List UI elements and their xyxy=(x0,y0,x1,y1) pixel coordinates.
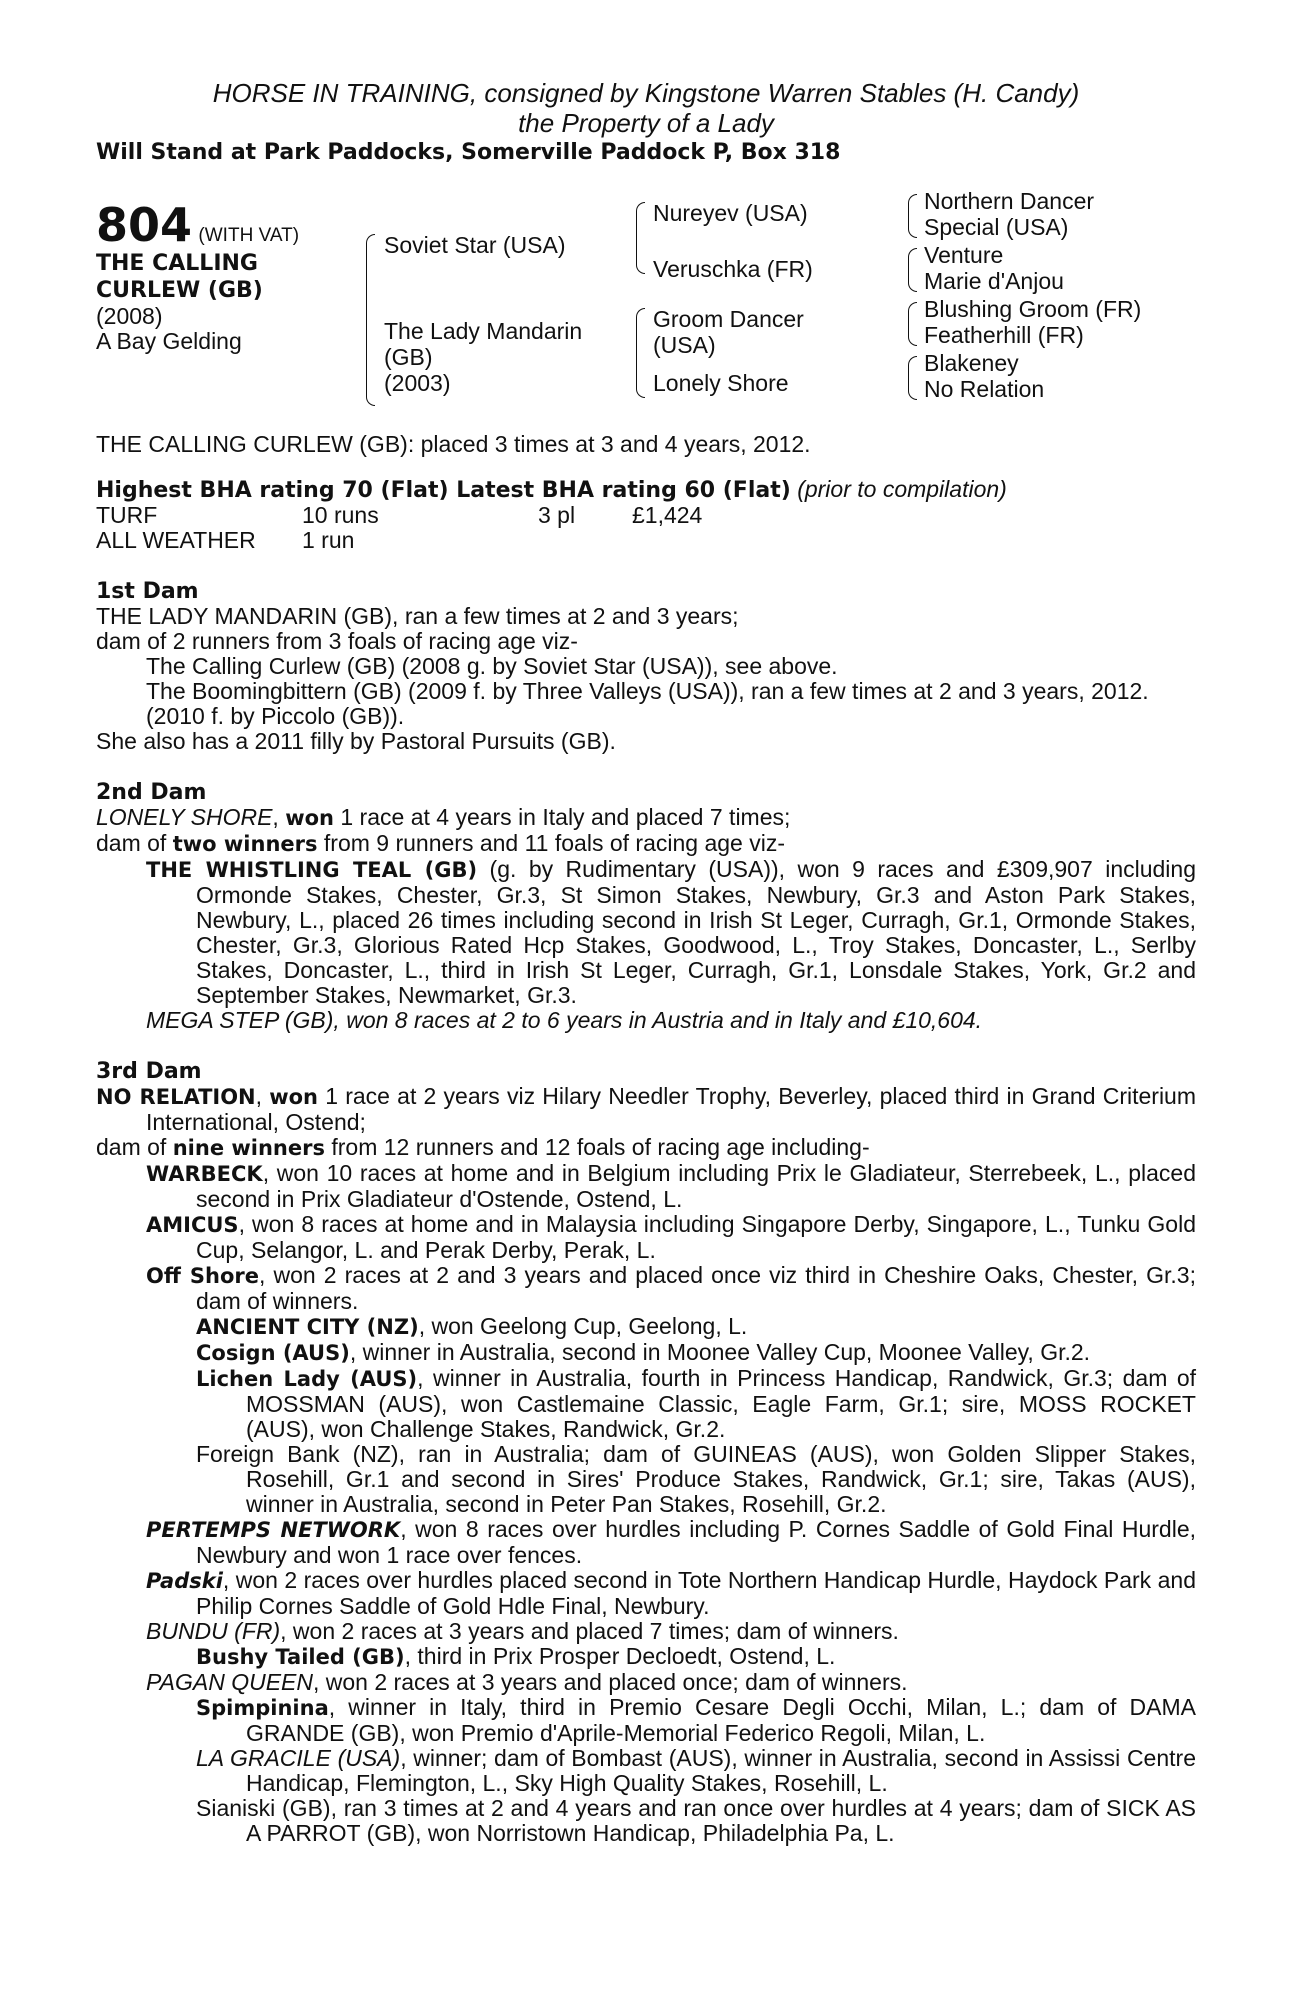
second-dam-line xyxy=(96,805,1196,831)
first-dam-produce: The Calling Curlew (GB) (2008 g. by Soviet Star (USA)), see above. xyxy=(146,653,838,679)
ratings-note: (prior to compilation) xyxy=(797,476,1007,502)
second-dam-section xyxy=(96,780,1196,1033)
pedigree-dam-dam: Lonely Shore xyxy=(653,370,789,396)
produce-entry xyxy=(96,1568,1196,1619)
produce-entry xyxy=(96,1263,1196,1314)
pedigree-dam-year: (2003) xyxy=(384,370,451,396)
pedigree-brace xyxy=(366,234,375,406)
first-dam-section xyxy=(96,579,1196,754)
horse-record: , won 10 races at home and in Belgium including Prix le Gladiateur, Sterrebeek, L., placed second in Prix Gladiateur d'Ostende, Ostend, L. xyxy=(196,1160,1196,1212)
foaling-year: (2008) xyxy=(96,303,163,329)
produce-entry xyxy=(96,1644,1196,1670)
text: from 9 runners and 11 foals of racing age viz- xyxy=(317,830,785,856)
produce-entry xyxy=(96,1366,1196,1442)
horse-name: PERTEMPS NETWORK xyxy=(146,1518,401,1542)
won-word: won xyxy=(285,806,334,830)
horse-record: , won 2 races at 3 years and placed 7 times; dam of winners. xyxy=(280,1618,899,1644)
ratings-block xyxy=(96,477,1196,553)
horse-record: , won Geelong Cup, Geelong, L. xyxy=(418,1313,748,1339)
pedigree-dam-sire xyxy=(653,306,804,358)
first-dam-produce: (2010 f. by Piccolo (GB)). xyxy=(146,703,405,729)
pedigree-brace xyxy=(636,308,645,398)
pedigree-dss: Blushing Groom (FR) xyxy=(924,296,1142,322)
horse-record: , winner in Italy, third in Premio Cesare Degli Occhi, Milan, L.; dam of DAMA GRANDE (GB), won Premio d'Aprile-Memorial Federico Regoli, Milan, L. xyxy=(246,1694,1196,1746)
horse-record: , winner; dam of Bombast (AUS), winner in Australia, second in Assissi Centre Handicap, Flemington, L., Sky High Quality Stakes, Rosehill, L. xyxy=(246,1745,1196,1796)
produce-entry: Foreign Bank (NZ), ran in Australia; dam of GUINEAS (AUS), won Golden Slipper Stakes, Rosehill, Gr.1 and second in Sires' Produce Stakes, Randwick, Gr.1; sire, Takas (AUS), winner in Australia, second in Peter Pan Stakes, Rosehill, Gr.2. xyxy=(196,1441,1196,1517)
turf-placed: 3 pl xyxy=(538,502,576,528)
consignor-line: HORSE IN TRAINING, consigned by Kingstone Warren Stables (H. Candy) xyxy=(212,78,1080,108)
horse-record: , winner in Australia, fourth in Princess Handicap, Randwick, Gr.3; dam of MOSSMAN (AUS), won Castlemaine Classic, Eagle Farm, Gr.1; sire, MOSS ROCKET (AUS), won Challenge Stakes, Randwick, Gr.2. xyxy=(246,1365,1196,1442)
pedigree-brace xyxy=(908,248,917,292)
property-line: the Property of a Lady xyxy=(518,108,774,138)
horse-name: Padski xyxy=(146,1569,223,1593)
horse-record: , won 8 races over hurdles including P. Cornes Saddle of Gold Final Hurdle, Newbury and won 1 race over fences. xyxy=(196,1516,1197,1568)
won-word: won xyxy=(269,1085,319,1109)
third-dam-text: 1 race at 2 years viz Hilary Needler Trophy, Beverley, placed third in Grand Criterium International, Ostend; xyxy=(146,1083,1196,1135)
horse-name: Cosign (AUS) xyxy=(196,1341,350,1365)
turf-label: TURF xyxy=(96,502,158,528)
text: dam of xyxy=(96,1134,173,1160)
pedigree-dam-country: (GB) xyxy=(384,344,433,370)
horse-name: Lichen Lady (AUS) xyxy=(196,1367,418,1391)
pedigree-sdd: Marie d'Anjou xyxy=(924,268,1064,294)
race-summary: THE CALLING CURLEW (GB): placed 3 times at 3 and 4 years, 2012. xyxy=(96,431,811,457)
turf-runs: 10 runs xyxy=(302,502,379,528)
second-dam-line xyxy=(96,831,1196,857)
pedigree-brace xyxy=(636,202,645,274)
lot-number: 804 xyxy=(96,198,193,252)
pedigree-dam-sire-name: Groom Dancer xyxy=(653,306,804,332)
horse-name: Off Shore xyxy=(146,1264,259,1288)
horse-name: LA GRACILE (USA) xyxy=(196,1745,401,1771)
produce-entry xyxy=(96,1746,1196,1796)
pedigree-block xyxy=(96,190,1196,422)
pedigree-sire-sire: Nureyev (USA) xyxy=(653,200,808,226)
bha-ratings: Highest BHA rating 70 (Flat) Latest BHA rating 60 (Flat) xyxy=(96,478,791,503)
third-dam-section xyxy=(96,1059,1196,1846)
produce-entry: Sianiski (GB), ran 3 times at 2 and 4 years and ran once over hurdles at 4 years; dam of SICK AS A PARROT (GB), won Norristown Handicap, Philadelphia Pa, L. xyxy=(196,1795,1196,1846)
turf-record xyxy=(96,503,1196,528)
winners-count: two winners xyxy=(172,832,318,856)
pedigree-sss: Northern Dancer xyxy=(924,188,1095,214)
produce-entry xyxy=(96,1314,1196,1340)
text: dam of xyxy=(96,830,173,856)
third-dam-name: NO RELATION xyxy=(96,1085,256,1109)
horse-record: , won 2 races over hurdles placed second in Tote Northern Handicap Hurdle, Haydock Park and Philip Cornes Saddle of Gold Hdle Final, Newbury. xyxy=(196,1567,1196,1619)
catalogue-page xyxy=(96,78,1196,1846)
horse-name: BUNDU (FR) xyxy=(146,1618,281,1644)
pedigree-dam-sire-country: (USA) xyxy=(653,332,716,358)
produce-entry: MEGA STEP (GB), won 8 races at 2 to 6 years in Austria and in Italy and £10,604. xyxy=(146,1007,983,1033)
third-dam-heading: 3rd Dam xyxy=(96,1059,202,1084)
second-dam-name: LONELY SHORE xyxy=(96,804,273,830)
horse-description: A Bay Gelding xyxy=(96,328,242,354)
sep: , xyxy=(255,1083,270,1109)
second-dam-heading: 2nd Dam xyxy=(96,780,207,805)
produce-entry xyxy=(96,1670,1196,1695)
aw-label: ALL WEATHER xyxy=(96,527,256,553)
first-dam-line: dam of 2 runners from 3 foals of racing age viz- xyxy=(96,628,578,654)
pedigree-brace xyxy=(908,356,917,400)
first-dam-line: THE LADY MANDARIN (GB), ran a few times at 2 and 3 years; xyxy=(96,603,739,629)
horse-record: , won 8 races at home and in Malaysia including Singapore Derby, Singapore, L., Tunku Gold Cup, Selangor, L. and Perak Derby, Perak, L. xyxy=(196,1211,1196,1263)
aw-runs: 1 run xyxy=(302,527,355,553)
horse-name: Bushy Tailed (GB) xyxy=(196,1645,405,1669)
horse-name-line1: THE CALLING xyxy=(96,251,258,276)
second-dam-text: 1 race at 4 years in Italy and placed 7 times; xyxy=(333,804,791,830)
winners-count: nine winners xyxy=(172,1136,325,1160)
produce-entry xyxy=(96,1212,1196,1263)
horse-name-line2: CURLEW (GB) xyxy=(96,278,263,303)
produce-entry xyxy=(96,1161,1196,1212)
first-dam-produce: The Boomingbittern (GB) (2009 f. by Three Valleys (USA)), ran a few times at 2 and 3 years, 2012. xyxy=(146,678,1149,704)
horse-record: , won 2 races at 3 years and placed once; dam of winners. xyxy=(313,1669,908,1695)
horse-name: THE WHISTLING TEAL (GB) xyxy=(146,858,478,882)
ratings-line xyxy=(96,477,1196,503)
pedigree-dam xyxy=(384,318,582,396)
turf-prize: £1,424 xyxy=(632,502,703,528)
horse-record: , third in Prix Prosper Decloedt, Ostend, L. xyxy=(404,1643,836,1669)
produce-entry xyxy=(96,857,1196,1008)
horse-name: ANCIENT CITY (NZ) xyxy=(196,1315,419,1339)
pedigree-dds: Blakeney xyxy=(924,350,1019,376)
third-dam-line xyxy=(96,1084,1196,1135)
pedigree-ddd: No Relation xyxy=(924,376,1045,402)
pedigree-dam-name: The Lady Mandarin xyxy=(384,318,583,344)
text: from 12 runners and 12 foals of racing age including- xyxy=(324,1134,870,1160)
horse-record: (g. by Rudimentary (USA)), won 9 races and £309,907 including Ormonde Stakes, Chester, Gr.3, St Simon Stakes, Newbury, Gr.3 and Aston Park Stakes, Newbury, L., placed 26 times including second in Irish St Leger, Curragh, Gr.1, Ormonde Stakes, Chester, Gr.3, Glorious Rated Hcp Stakes, Goodwood, L., Troy Stakes, Doncaster, L., Serlby Stakes, Doncaster, L., third in Irish St Leger, Curragh, Gr.1, Lonsdale Stakes, York, Gr.2 and September Stakes, Newmarket, Gr.3. xyxy=(196,856,1196,1008)
third-dam-line xyxy=(96,1135,1196,1161)
first-dam-heading: 1st Dam xyxy=(96,579,199,604)
stand-location: Will Stand at Park Paddocks, Somerville Paddock P, Box 318 xyxy=(96,140,841,165)
first-dam-line: She also has a 2011 filly by Pastoral Pursuits (GB). xyxy=(96,728,616,754)
produce-entry xyxy=(96,1340,1196,1366)
aw-record xyxy=(96,528,1196,553)
produce-entry xyxy=(96,1517,1196,1568)
pedigree-sire-dam: Veruschka (FR) xyxy=(653,256,813,282)
horse-name: WARBECK xyxy=(146,1162,263,1186)
vat-note: (WITH VAT) xyxy=(198,225,300,246)
pedigree-sds: Venture xyxy=(924,242,1004,268)
produce-entry xyxy=(96,1695,1196,1746)
lot-info xyxy=(96,200,336,354)
sep: , xyxy=(272,804,286,830)
horse-name: AMICUS xyxy=(146,1213,239,1237)
produce-entry xyxy=(96,1619,1196,1644)
horse-name: PAGAN QUEEN xyxy=(146,1669,313,1695)
horse-record: , won 2 races at 2 and 3 years and placed once viz third in Cheshire Oaks, Chester, Gr.3; dam of winners. xyxy=(196,1262,1196,1314)
pedigree-brace xyxy=(908,302,917,346)
pedigree-brace xyxy=(908,194,917,238)
pedigree-sire: Soviet Star (USA) xyxy=(384,232,566,258)
pedigree-ssd: Special (USA) xyxy=(924,214,1069,240)
pedigree-dsd: Featherhill (FR) xyxy=(924,322,1084,348)
horse-name: Spimpinina xyxy=(196,1696,329,1720)
horse-record: , winner in Australia, second in Moonee Valley Cup, Moonee Valley, Gr.2. xyxy=(349,1339,1091,1365)
